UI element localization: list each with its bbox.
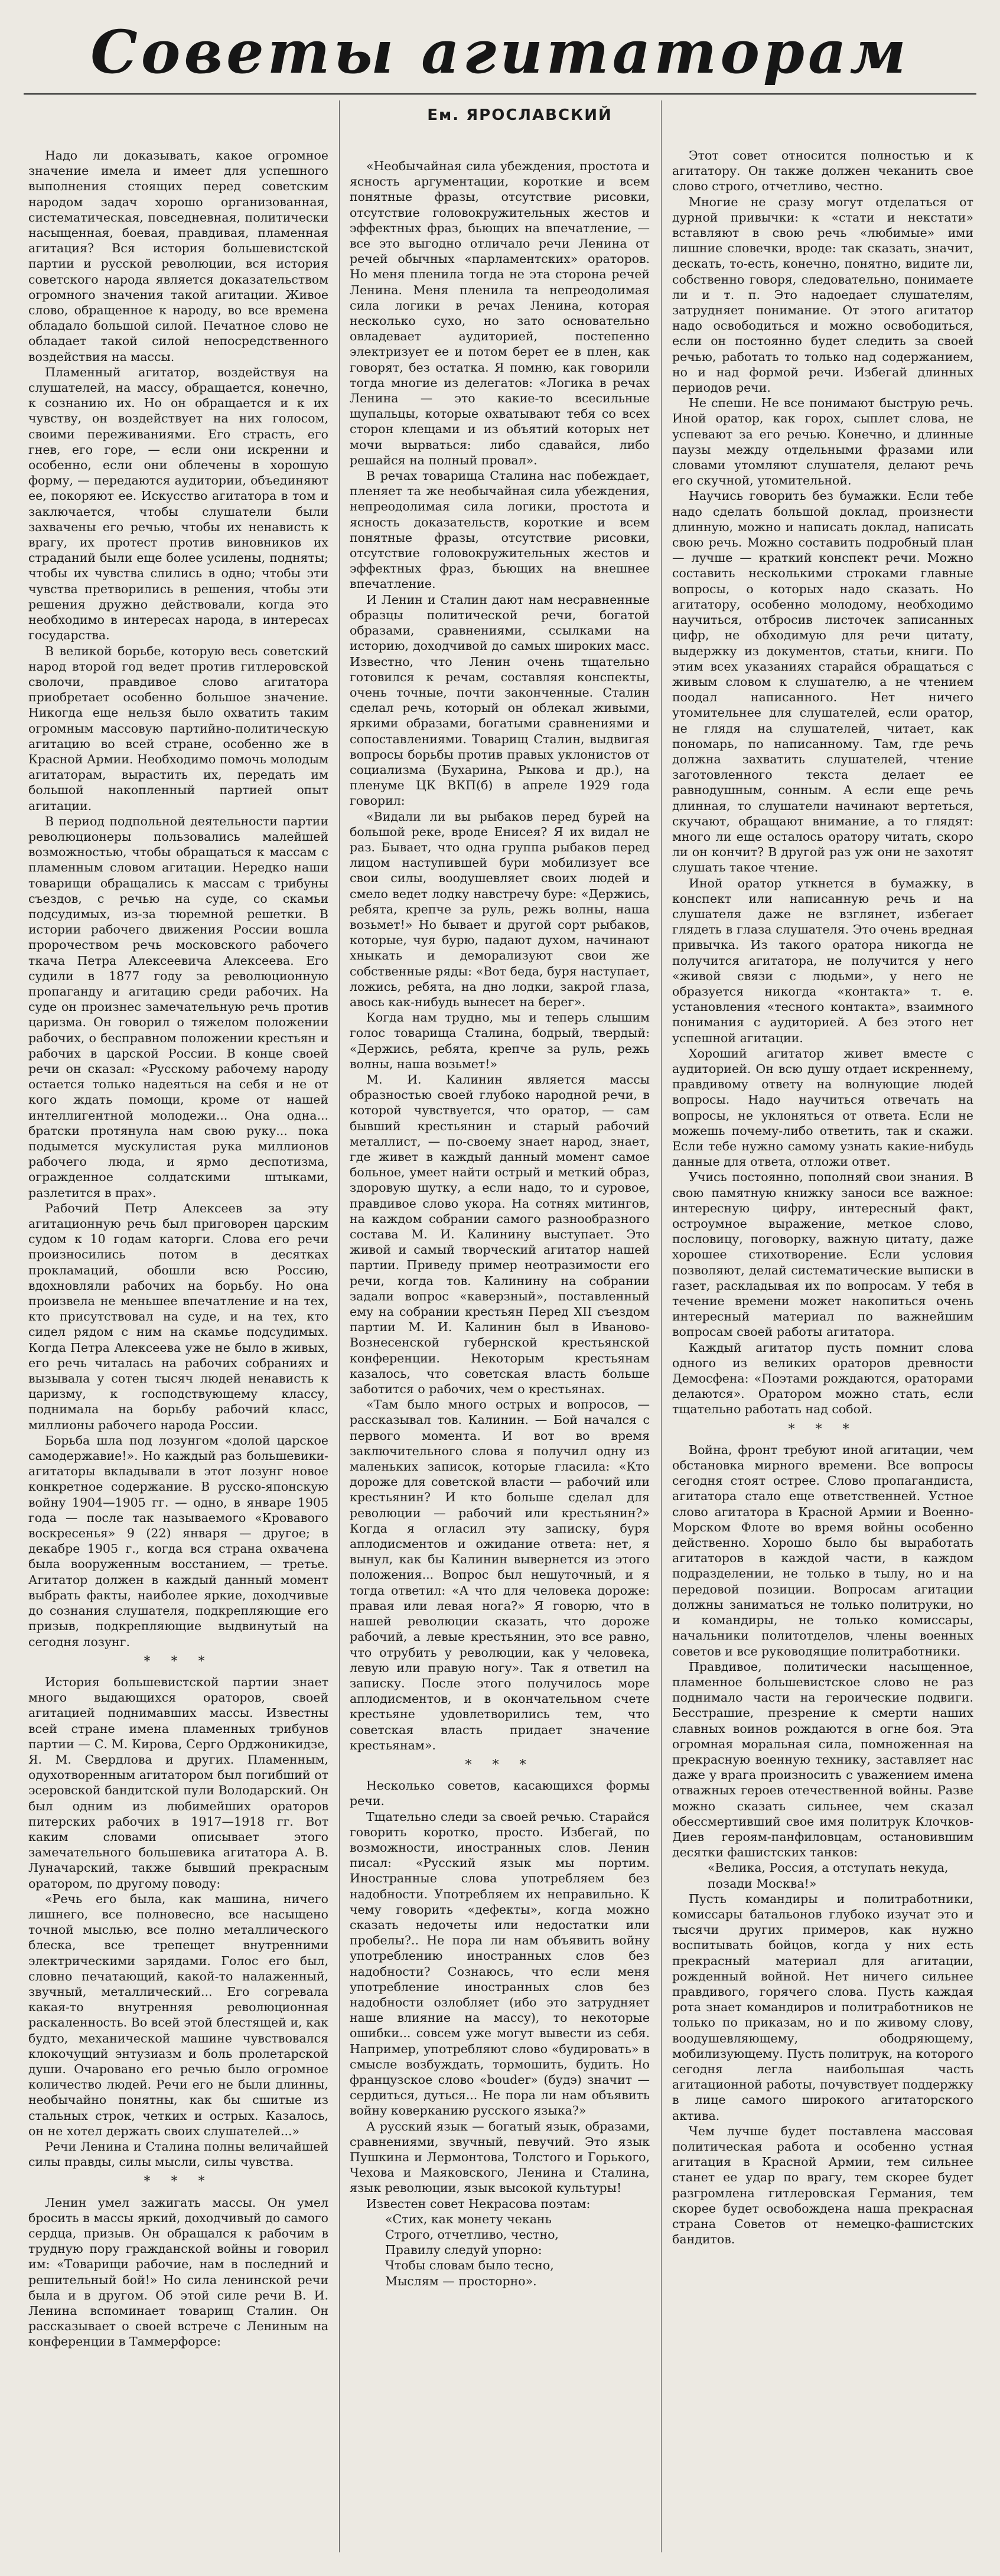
section-separator: * * * xyxy=(144,1654,213,1669)
article-paragraph: Научись говорить без бумажки. Если тебе надо сделать большой доклад, произнести длинную, можно и написать доклад, написать свою речь. Можно составить подробный план — лучше — краткий конспект речи. Можно составить несколькими строками главные вопросы, о которых надо сказать. Но агитатору, особенно молодому, необходимо научиться, отбросив листочек записанных цифр, не обходимую для речи цитату, выдержку из документов, статьи, книги. По этим всех указаниях старайся обращаться с живым словом к слушателю, а не чтением поодал написанного. Нет ничего утомительнее для слушателей, если оратор, не глядя на слушателей, читает, как пономарь, по написанному. Там, где речь должна захватить слушателей, чтение заготовленного текста делает ее равнодушным, сонным. А если еще речь длинная, то слушатели начинают вертеться, скучают, обращают внимание, а то глядят: много ли еще осталось оратору читать, скоро ли он кончит? В другой раз уж они не захотят слушать такое чтение. xyxy=(672,489,973,875)
quoted-verse: «Стих, как монету чекань Строго, отчетливо, честно, Правилу следуй упорно: Чтобы словам было тесно, Мыслям — просторно». xyxy=(385,2211,559,2288)
section-separator: * * * xyxy=(465,1757,535,1772)
article-paragraph: «Необычайная сила убеждения, простота и ясность аргументации, короткие и всем понятные фразы, отсутствие рисовки, отсутствие головокружительных жестов и эффектных фраз, бьющих на впечатление, — все это выгодно отличало речи Ленина от речей обычных «парламентских» ораторов. Но меня пленила тогда не эта сторона речей Ленина. Меня пленила та непреодолимая сила логики в речах Ленина, которая несколько сухо, но зато основательно овладевает аудиторией, постепенно электризует ее и потом берет ее в плен, как говорят, без остатка. Я помню, как говорили тогда многие из делегатов: «Логика в речах Ленина — это какие-то всесильные щупальцы, которые охватывают тебя со всех сторон клещами и из объятий которых нет мочи вырваться: либо сдавайся, либо решайся на полный провал». xyxy=(350,159,650,467)
article-paragraph: М. И. Калинин является массы образностью своей глубоко народной речи, в которой чувствуется, что оратор, — сам бывший крестьянин и старый рабочий металлист, — по-своему знает народ, знает, где живет в каждый данный момент самое больное, умеет найти острый и меткий образ, здоровую шутку, а если надо, то и суровое, правдивое слово укора. На сотнях митингов, на каждом собрании самого разнообразного состава М. И. Калинину выступает. Это живой и самый творческий агитатор нашей партии. Приведу пример неотразимости его речи, когда тов. Калинину на собрании задали вопрос «каверзный», поставленный ему на собрании крестьян Перед XII съездом партии М. И. Калинин был в Иваново-Вознесенской губернской крестьянской конференции. Некоторым крестьянам казалось, что советская власть больше заботится о рабочих, чем о крестьянах. xyxy=(350,1072,650,1397)
article-paragraph: В период подпольной деятельности партии революционеры пользовались малейшей возможностью, чтобы обращаться к массам с пламенным словом агитации. Нередко наши товарищи обращались к массам с трибуны съездов, с речью на суде, со скамьи подсудимых, из-за тюремной решетки. В истории рабочего движения России вошла пророчеством речь московского рабочего ткача Петра Алексеевича Алексеева. Его судили в 1877 году за революционную пропаганду и агитацию среди рабочих. На суде он произнес замечательную речь против царизма. Он говорил о тяжелом положении рабочих, о бесправном положении крестьян и рабочих в царской России. В конце своей речи он сказал: «Русскому рабочему народу остается только надеяться на себя и не от кого ждать помощи, кроме от нашей интеллигентной молодежи... Она одна... братски протянула нам свою руку... пока подымется мускулистая рука миллионов рабочего люда, и ярмо деспотизма, огражденное солдатскими штыками, разлетится в прах». xyxy=(28,814,328,1200)
article-paragraph: «Речь его была, как машина, ничего лишнего, все полновесно, все насыщено точной мыслью, все полно металлического блеска, все трепещет внутренними электрическими зарядами. Голос его был, словно печатающий, какой-то налаженный, звучный, металлический... Его согревала какая-то внутренняя революционная раскаленность. Во всей этой блестящей и, как будто, механической машине чувствовался клокочущий энтузиазм и боль пролетарской души. Очаровано его речью было огромное количество людей. Речи его не были длинны, необычайно понятны, как бы сшитые из стальных строк, четких и острых. Казалось, он не хотел держать своих слушателей...» xyxy=(28,1891,328,2138)
quoted-verse: «Велика, Россия, а отступать некуда, позади Москва!» xyxy=(708,1861,949,1891)
article-column-2 xyxy=(350,158,650,2288)
headline: Советы агитаторам xyxy=(90,17,910,87)
section-separator: * * * xyxy=(788,1422,858,1437)
article-paragraph: «Там было много острых и вопросов, — рассказывал тов. Калинин. — Бой начался с первого момента. И вот во время заключительного слова я получил одну из маленьких записок, которые гласила: «Кто дороже для советской власти — рабочий или крестьянин? И кто больше сделал для революции — рабочий или крестьянин?» Когда я огласил эту записку, буря аплодисментов и ожидание ответа: нет, я вынул, как бы Калинин вывернется из этого положения... Вопрос был нешуточный, и я тогда ответил: «А что для человека дороже: правая или левая нога?» Я говорю, что в нашей революции сказать, что дороже рабочий, а левые крестьянин, это все равно, что отрубить у революции, как у человека, левую или правую ногу». Так я ответил на записку. После этого получилось море аплодисментов, и в окончательном счете крестьяне удовлетворились тем, что советская власть придает значение крестьянам». xyxy=(350,1397,650,1752)
article-paragraph: Ленин умел зажигать массы. Он умел бросить в массы яркий, доходчивый до самого сердца, призыв. Он обращался к рабочим в трудную пору гражданской войны и говорил им: «Товарищи рабочие, нам в последний и решительный бой!» Но сила ленинской речи была и в другом. Об этой силе речи В. И. Ленина вспоминает товарищ Сталин. Он рассказывает о своей встрече с Лениным на конференции в Таммерфорсе: xyxy=(28,2195,328,2349)
author-byline: Ем. ЯРОСЛАВСКИЙ xyxy=(427,106,613,124)
article-paragraph: Несколько советов, касающихся формы речи. xyxy=(350,1778,650,1809)
column-divider-1 xyxy=(339,100,340,2552)
article-paragraph: Надо ли доказывать, какое огромное значение имела и имеет для успешного выполнения стоящих перед советским народом задач хорошо организованная, систематическая, повседневная, политически насыщенная, боевая, правдивая, пламенная агитация? Вся история большевистской партии и русской революции, вся история советского народа является доказательством огромного значения такой агитации. Живое слово, обращенное к народу, во все времена обладало большой силой. Печатное слово не обладает такой силой непосредственного воздействия на массы. xyxy=(28,148,328,364)
article-paragraph: В речах товарища Сталина нас побеждает, пленяет та же необычайная сила убеждения, непреодолимая сила логики, простота и ясность доказательств, короткие и всем понятные фразы, отсутствие рисовки, отсутствие головокружительных жестов и эффектных фраз, бьющих на внешнее впечатление. xyxy=(350,469,650,591)
article-column-1 xyxy=(28,148,328,2558)
article-paragraph: Не спеши. Не все понимают быструю речь. Иной оратор, как горох, сыплет слова, не успевают за его речью. Конечно, и длинные паузы между отдельными фразами или словами утомляют слушателя, делают речь его скучной, утомительной. xyxy=(672,396,973,488)
article-paragraph: Хороший агитатор живет вместе с аудиторией. Он всю душу отдает искреннему, правдивому ответу на волнующие людей вопросы. Надо научиться отвечать на вопросы, не уклоняться от ответа. Если не можешь почему-либо ответить, так и скажи. Если тебе нужно самому узнать какие-нибудь данные для ответа, отложи ответ. xyxy=(672,1046,973,1169)
headline-rule xyxy=(24,93,976,95)
article-paragraph: А русский язык — богатый язык, образами, сравнениями, звучный, певучий. Это язык Пушкина и Лермонтова, Толстого и Горького, Чехова и Маяковского, Ленина и Сталина, язык революции, язык высокой культуры! xyxy=(350,2119,650,2196)
article-paragraph: Иной оратор уткнется в бумажку, в конспект или написанную речь и на слушателя даже не взглянет, избегает глядеть в глаза слушателя. Это очень вредная привычка. Из такого оратора никогда не получится агитатора, не получится у него «живой связи с людьми», у него не образуется никогда «контакта» т. е. установления «тесного контакта», взаимного понимания с аудиторией. А без этого нет успешной агитации. xyxy=(672,876,973,1045)
article-column-3 xyxy=(672,148,973,2558)
article-paragraph: Учись постоянно, пополняй свои знания. В свою памятную книжку заноси все важное: интересную цифру, интересный факт, остроумное выражение, меткое слово, пословицу, поговорку, важную цитату, даже хорошее стихотворение. Если условия позволяют, делай систематические выписки в газет, раскладывая их по вопросам. У тебя в течение времени может накопиться очень интересный материал по важнейшим вопросам своей работы агитатора. xyxy=(672,1170,973,1339)
article-paragraph: Известен совет Некрасова поэтам: xyxy=(366,2196,591,2211)
article-paragraph: Борьба шла под лозунгом «долой царское самодержавие!». Но каждый раз большевики-агитаторы вкладывали в этот лозунг новое конкретное содержание. В русско-японскую войну 1904—1905 гг. — одно, в январе 1905 года — после так называемого «Кровавого воскресенья» 9 (22) января — другое; в декабре 1905 г., когда вся страна охвачена была вооруженным восстанием, — третье. Агитатор должен в каждый данный момент выбрать факты, наиболее яркие, доходчивые до сознания слушателя, подкрепляющие его призыв, подкрепляющие выдвинутый на сегодня лозунг. xyxy=(28,1433,328,1649)
article-paragraph: В великой борьбе, которую весь советский народ второй год ведет против гитлеровской сволочи, правдивое слово агитатора приобретает особенно большое значение. Никогда еще нельзя было охватить таким огромным массовую партийно-политическую агитацию во всей стране, особенно же в Красной Армии. Необходимо помочь молодым агитаторам, вырастить их, передать им большой накопленный партией опыт агитации. xyxy=(28,643,328,813)
article-paragraph: Этот совет относится полностью и к агитатору. Он также должен чеканить свое слово строго, отчетливо, честно. xyxy=(672,148,973,194)
article-paragraph: Многие не сразу могут отделаться от дурной привычки: к «стати и некстати» вставляют в свою речь «любимые» ими лишние словечки, вроде: так сказать, значит, дескать, то-есть, конечно, понятно, видите ли, собственно говоря, следовательно, понимаете ли и т. п. Это надоедает слушателям, затрудняет понимание. От этого агитатор надо освободиться и можно освободиться, если он постоянно будет следить за своей речью, работать то только над содержанием, но и над формой речи. Избегай длинных периодов речи. xyxy=(672,194,973,395)
article-paragraph: История большевистской партии знает много выдающихся ораторов, своей агитацией поднимавших массы. Известны всей стране имена пламенных трибунов партии — С. М. Кирова, Серго Орджоникидзе, Я. М. Свердлова и других. Пламенным, одухотворенным агитатором был погибший от эсеровской бандитской пули Володарский. Он был одним из любимейших ораторов питерских рабочих в 1917—1918 гг. Вот каким словами описывает этого замечательного большевика агитатора А. В. Луначарский, также бывший прекрасным оратором, по другому поводу: xyxy=(28,1674,328,1891)
section-separator: * * * xyxy=(144,2174,213,2190)
article-paragraph: И Ленин и Сталин дают нам несравненные образцы политической речи, богатой образами, сравнениями, ссылками на историю, доходчивой до самых широких масс. Известно, что Ленин очень тщательно готовился к речам, составляя конспекты, очень точные, почти законченные. Сталин сделал речь, который он облекал живыми, яркими образами, богатыми сравнениями и сопоставлениями. Товарищ Сталин, выдвигая вопросы борьбы против правых уклонистов от социализма (Бухарина, Рыкова и др.), на пленуме ЦК ВКП(б) в апреле 1929 года говорил: xyxy=(350,592,650,808)
article-paragraph: «Видали ли вы рыбаков перед бурей на большой реке, вроде Енисея? Я их видал не раз. Бывает, что одна группа рыбаков перед лицом наступившей бури мобилизует все свои силы, воодушевляет своих людей и смело ведет лодку навстречу буре: «Держись, ребята, крепче за руль, режь волны, наша возьмет!» Но бывает и другой сорт рыбаков, которые, чуя бурю, падают духом, начинают хныкать и деморализуют свои же собственные ряды: «Вот беда, буря наступает, ложись, ребята, на дно лодки, закрой глаза, авось как-нибудь вынесет на берег». xyxy=(350,809,650,1009)
article-paragraph: Когда нам трудно, мы и теперь слышим голос товарища Сталина, бодрый, твердый: «Держись, ребята, крепче за руль, режь волны, наша возьмет!» xyxy=(350,1010,650,1071)
article-paragraph: Правдивое, политически насыщенное, пламенное большевистское слово не раз поднимало части на героические подвиги. Бесстрашие, презрение к смерти наших славных воинов рождаются в огне боя. Эта огромная моральная сила, помноженная на прекрасную военную технику, заставляет нас даже у врага произносить с уважением имена отважных героев отечественной войны. Разве можно сказать сильнее, чем сказал обессмертивший свое имя политрук Клочков-Диев героям-панфиловцам, остановившим десятки фашистских танков: xyxy=(672,1659,973,1860)
article-paragraph: Тщательно следи за своей речью. Старайся говорить коротко, просто. Избегай, по возможности, иностранных слов. Ленин писал: «Русский язык мы портим. Иностранные слова употребляем без надобности. Употребляем их неправильно. К чему говорить «дефекты», когда можно сказать недочеты или недостатки или пробелы?.. Не пора ли нам объявить войну употреблению иностранных слов без надобности? Сознаюсь, что если меня употребление иностранных слов без надобности озлобляет (ибо это затрудняет наше влияние на массу), то некоторые ошибки... совсем уже могут вывести из себя. Например, употребляют слово «будировать» в смысле возбуждать, тормошить, будить. Но французское слово «bouder» (будэ) значит — сердиться, дуться... Не пора ли нам объявить войну коверканию русского языка?» xyxy=(350,1809,650,2118)
article-paragraph: Речи Ленина и Сталина полны величайшей силы правды, силы мысли, силы чувства. xyxy=(28,2139,328,2170)
article-paragraph: Пусть командиры и политработники, комиссары батальонов глубоко изучат это и тысячи других примеров, как нужно воспитывать бойцов, когда у них есть прекрасный материал для агитации, рожденный войной. Нет ничего сильнее правдивого, горячего слова. Пусть каждая рота знает командиров и политработников не только по приказам, но и по живому слову, воодушевляющему, ободряющему, мобилизующему. Пусть политрук, на которого сегодня легла наибольшая часть агитационной работы, почувствует поддержку в лице самого широкого агитаторского актива. xyxy=(672,1891,973,2123)
article-paragraph: Чем лучше будет поставлена массовая политическая работа и особенно устная агитация в Красной Армии, тем сильнее станет ее удар по врагу, тем скорее будет разгромлена гитлеровская Германия, тем скорее будет освобождена наша прекрасная страна Советов от немецко-фашистских бандитов. xyxy=(672,2123,973,2247)
article-paragraph: Каждый агитатор пусть помнит слова одного из великих ораторов древности Демосфена: «Поэтами рождаются, ораторами делаются». Оратором можно стать, если тщательно работать над собой. xyxy=(672,1340,973,1417)
article-paragraph: Пламенный агитатор, воздействуя на слушателей, на массу, обращается, конечно, к сознанию их. Но он обращается и к их чувству, он воздействует на них голосом, своими переживаниями. Его страсть, его гнев, его горе, — если они искренни и особенно, если они облечены в хорошую форму, — передаются аудитории, объединяют ее, покоряют ее. Искусство агитатора в том и заключается, чтобы слушатели были захвачены его речью, чтобы их ненависть к врагу, их протест против виновников их страданий были еще более усилены, подняты; чтобы их чувства слились в одно; чтобы эти чувства претворились в решения, чтобы эти решения дружно действовали, когда это необходимо в интересах народа, в интересах государства. xyxy=(28,365,328,643)
column-divider-2 xyxy=(661,100,662,2552)
article-paragraph: Война, фронт требуют иной агитации, чем обстановка мирного времени. Все вопросы сегодня стоят острее. Слово пропагандиста, агитатора стало еще ответственней. Устное слово агитатора в Красной Армии и Военно-Морском Флоте во время войны особенно действенно. Хорошо было бы выработать агитаторов в каждой части, в каждом подразделении, не только в тылу, но и на передовой позиции. Вопросам агитации должны заниматься не только политруки, но и командиры, не только комиссары, начальники политотделов, члены военных советов и все руководящие политработники. xyxy=(672,1442,973,1658)
article-paragraph: Рабочий Петр Алексеев за эту агитационную речь был приговорен царским судом к 10 годам каторги. Слова его речи произносились потом в десятках прокламаций, обошли всю Россию, вдохновляли рабочих на борьбу. Но она произвела не меньшее впечатление и на тех, кто присутствовал на суде, и на тех, кто сидел рядом с ним на скамье подсудимых. Когда Петра Алексеева уже не было в живых, его речь читалась на рабочих собраниях и вызывала у сотен тысяч людей ненависть к царизму, к господствующему классу, поднимала на борьбу рабочий класс, миллионы рабочего народа России. xyxy=(28,1201,328,1432)
